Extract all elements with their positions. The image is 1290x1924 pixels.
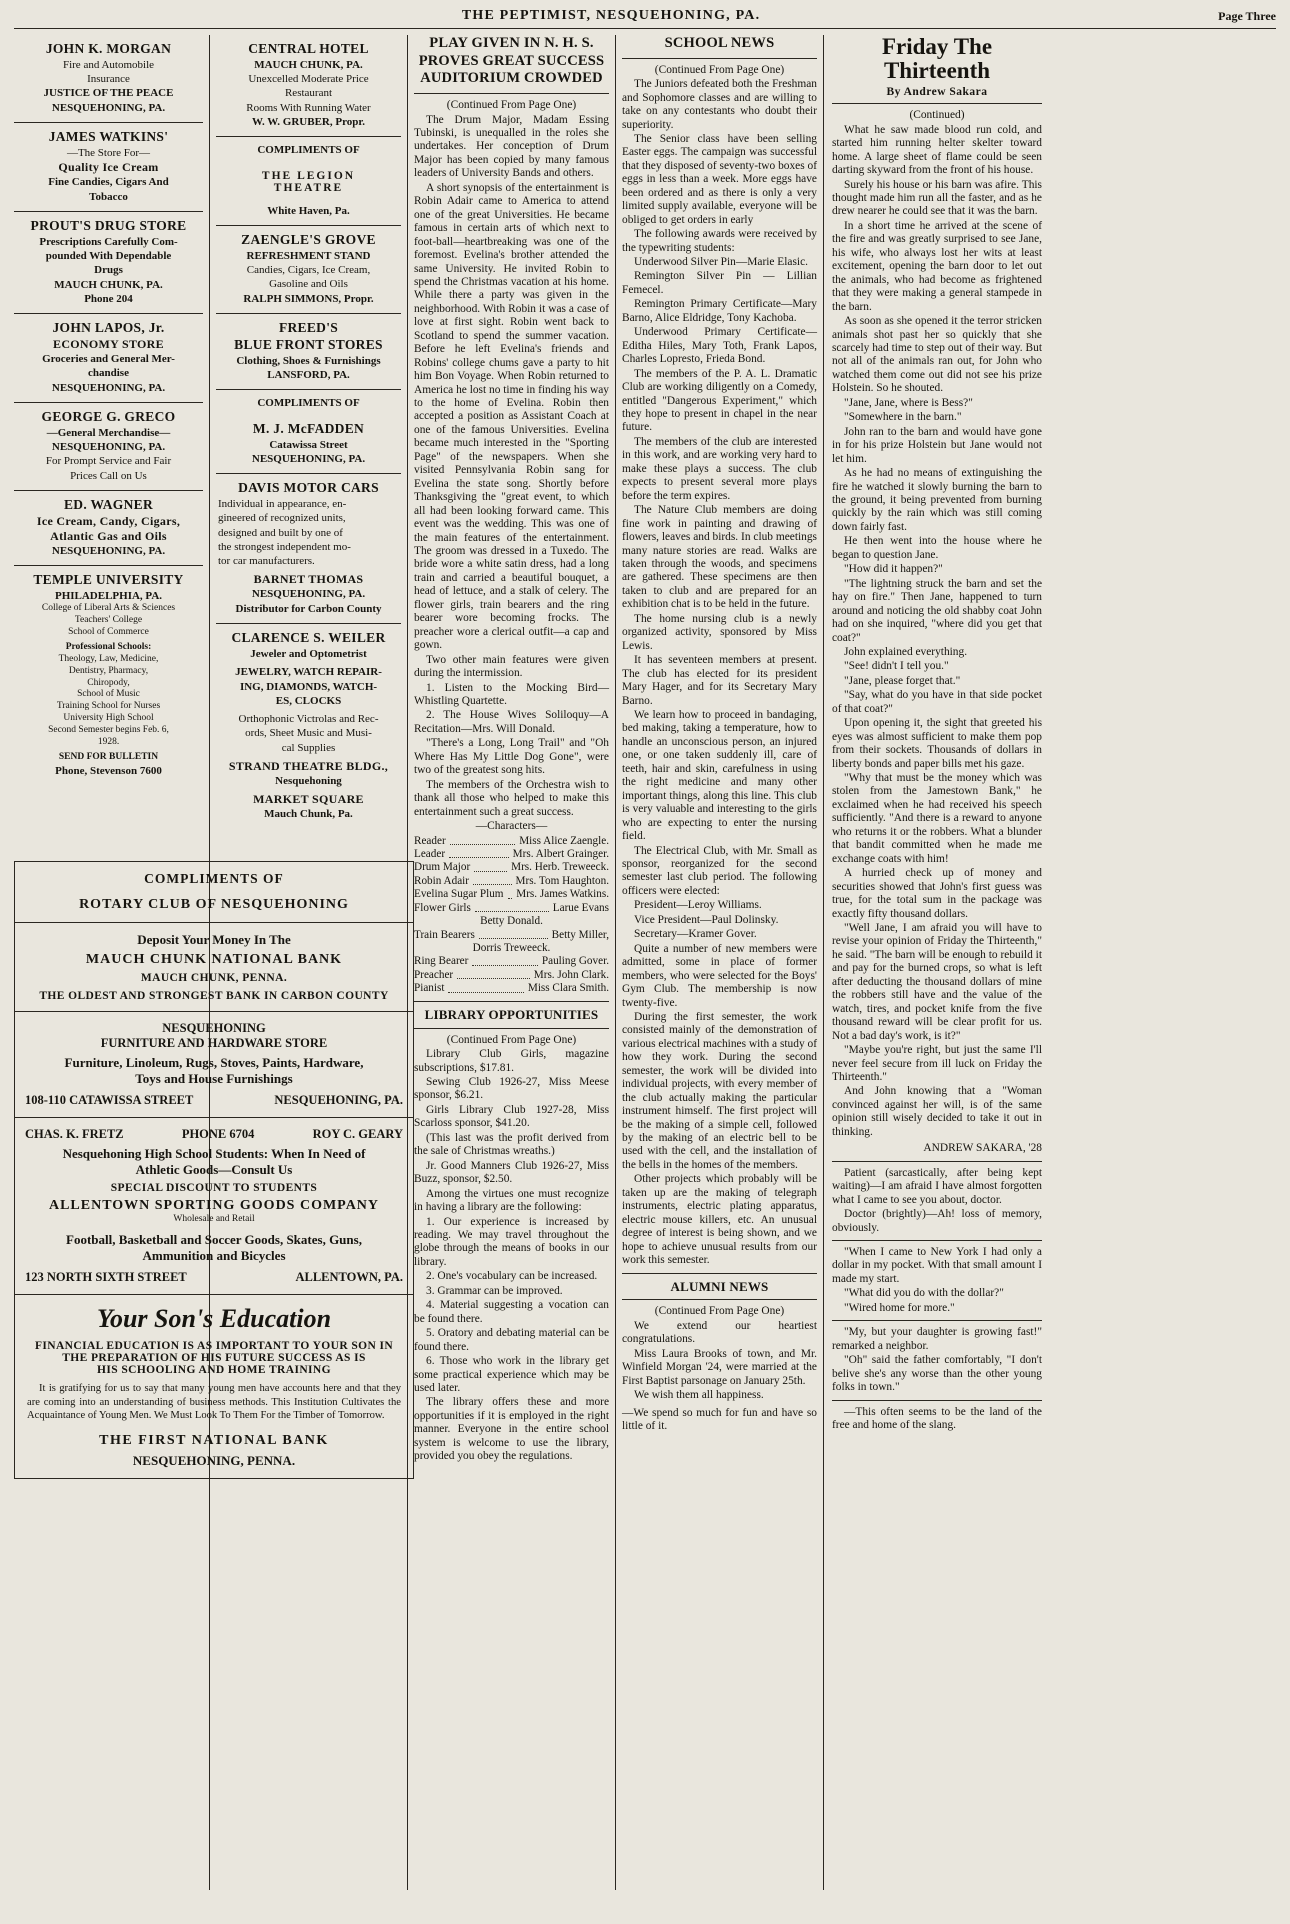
paragraph: It has seventeen members at present. The club has elected for its president Mary Hager, and for its Secretary Mary Barno. (622, 654, 817, 707)
ad-line: Drugs (94, 264, 123, 277)
cast-role: Preacher (414, 968, 454, 981)
ad-line: THE PREPARATION OF HIS FUTURE SUCCESS AS IS (62, 1351, 366, 1364)
ad-line: ES, CLOCKS (275, 694, 342, 707)
cast-row (414, 969, 609, 982)
column-article-play (408, 35, 616, 1890)
ad-line: Orthophonic Victrolas and Rec- (238, 713, 379, 726)
cast-row (414, 982, 609, 995)
ad-first-national-bank (15, 1295, 413, 1478)
ad-clarence-weiler (216, 624, 401, 829)
paragraph: Underwood Primary Certificate—Editha Hiles, Mary Toth, Frank Lapos, Charles Lopresto, Frieda Bond. (622, 326, 817, 366)
paragraph: We extend our heartiest congratulations. (622, 1319, 817, 1346)
ad-line: Dentistry, Pharmacy, (68, 665, 149, 676)
ad-line: NESQUEHONING, PENNA. (132, 1453, 296, 1469)
paragraph: 2. The House Wives Soliloquy—A Recitation—Mrs. Will Donald. (414, 709, 609, 735)
paragraph: He then went into the house where he began to question Jane. (832, 535, 1042, 561)
paragraph: 4. Material suggesting a vocation can be found there. (414, 1299, 609, 1325)
ad-line: Prices Call on Us (70, 469, 147, 482)
cast-header: —Characters— (475, 820, 548, 833)
ad-line: Theology, Law, Medicine, (58, 653, 159, 664)
paragraph: "The lightning struck the barn and set the hay on fire." Then Jane, happened to turn around and noticing the old shabby coat John had on she inquired, "where did you get that coat?" (832, 577, 1042, 644)
ad-central-hotel (216, 35, 401, 137)
paragraph: Two other main features were given during the intermission. (414, 653, 609, 680)
ad-title-2: FURNITURE AND HARDWARE STORE (100, 1036, 328, 1050)
ad-line: College of Liberal Arts & Sciences (41, 603, 176, 614)
paragraph: 3. Grammar can be improved. (426, 1284, 563, 1297)
paragraph: As he had no means of extinguishing the fire he watched it slowly burning the barn to the ground, it being prevented from burning quickly by the rain which was still coming down fairly fast. (832, 467, 1042, 533)
ad-line: SEND FOR BULLETIN (58, 751, 159, 762)
cast-actor: Dorris Treweeck. (472, 942, 551, 955)
ad-line: THE LEGION (261, 169, 356, 182)
masthead (14, 8, 1276, 29)
ad-title: ROTARY CLUB OF NESQUEHONING (79, 897, 349, 912)
ad-line: FINANCIAL EDUCATION IS AS IMPORTANT TO YOUR SON IN (34, 1339, 394, 1352)
paragraph: The home nursing club is a newly organized activity, sponsored by Miss Lewis. (622, 612, 817, 652)
ad-title: CENTRAL HOTEL (248, 41, 369, 56)
ad-line: Fine Candies, Cigars And (48, 176, 169, 189)
cast-row (414, 875, 609, 888)
paragraph: The members of the P. A. L. Dramatic Club are working diligently on a Comedy, entitled "Dangerous Experiment," which they hope to present in chapel in the near future. (622, 367, 817, 434)
ad-furniture-hardware-store (15, 1012, 413, 1118)
paragraph: Remington Silver Pin — Lillian Femecel. (622, 270, 817, 296)
paragraph: "Jane, Jane, where is Bess?" (844, 396, 973, 409)
paragraph: President—Leroy Williams. (634, 899, 762, 912)
ad-title: ED. WAGNER (63, 497, 154, 513)
joke-paragraph: Doctor (brightly)—Ah! loss of memory, obviously. (832, 1208, 1042, 1234)
cast-actor: Larue Evans (552, 901, 609, 914)
headline-school-news: SCHOOL NEWS (664, 35, 775, 51)
cast-actor: Betty Donald. (480, 915, 543, 928)
paragraph: "Jane, please forget that." (844, 674, 961, 687)
page-number: Page Three (1218, 9, 1276, 23)
ad-title: TEMPLE UNIVERSITY (33, 572, 184, 588)
cast-row (414, 888, 609, 901)
cast-row (414, 835, 609, 848)
paragraph: The members of the Orchestra wish to thank all those who helped to make this entertainment such a great success. (414, 778, 609, 818)
paragraph: A hurried check up of money and securities showed that John's first guess was true, for the total sum in the package was exactly fifty thousand dollars. (832, 867, 1042, 920)
ad-line: Clothing, Shoes & Furnishings (236, 354, 381, 367)
paragraph: Girls Library Club 1927-28, Miss Scarloss sponsor, $41.20. (414, 1103, 609, 1130)
ad-line: SPECIAL DISCOUNT TO STUDENTS (110, 1182, 318, 1194)
ad-line: White Haven, Pa. (267, 204, 350, 217)
ad-address-left: 123 NORTH SIXTH STREET (25, 1269, 187, 1284)
ad-line: Teachers' College (74, 615, 143, 626)
ad-davis-motor-cars (216, 474, 401, 624)
ad-line: Individual in appearance, en- (218, 498, 347, 510)
cast-actor: Mrs. Albert Grainger. (512, 847, 609, 860)
ad-title: FREED'S (278, 320, 339, 336)
ad-contact-row (25, 1127, 403, 1142)
joke-paragraph: "What did you do with the dollar?" (844, 1287, 1004, 1300)
article-signature: ANDREW SAKARA, '28 (923, 1142, 1042, 1155)
byline: By Andrew Sakara (886, 86, 988, 99)
ad-line: Candies, Cigars, Ice Cream, (246, 264, 371, 277)
ad-title-2: BLUE FRONT STORES (234, 336, 383, 352)
ad-title-2: BARNET THOMAS (253, 572, 364, 587)
ad-title: MAUCH CHUNK NATIONAL BANK (85, 952, 343, 967)
ad-title-2: M. J. McFADDEN (252, 420, 365, 436)
ad-line: Furniture, Linoleum, Rugs, Stoves, Paints, Hardware, (64, 1055, 364, 1070)
paragraph: Vice President—Paul Dolinsky. (634, 913, 779, 926)
ad-line: Distributor for Carbon County (235, 602, 382, 615)
paragraph: Underwood Silver Pin—Marie Elasic. (634, 256, 808, 269)
cast-actor: Betty Miller, (551, 928, 609, 941)
cast-actor: Miss Alice Zaengle. (519, 834, 609, 847)
paragraph: 1. Listen to the Mocking Bird—Whistling Quartette. (414, 681, 609, 707)
paragraph: During the first semester, the work consisted mainly of the demonstration of various electrical machines with a study of how they work. During the second semester, the work will be divided into individual projects, with every member of the club actually making the particular instrument himself. The first project will be the making of a simple cell, followed by the making of an electric bell to be used with the cell, and the installation of the bells in the homes of the members. (622, 1010, 817, 1171)
paragraph: The Electrical Club, with Mr. Small as sponsor, reorganized for the second semester last club period. The following officers were elected: (622, 844, 817, 897)
paragraph: The Drum Major, Madam Essing Tubinski, is unequalled in the roles she undertakes. Her conception of Drum Major has been copied by many famous leaders of University Bands and others. (414, 113, 609, 180)
ad-line: School of Commerce (68, 627, 149, 638)
cast-row (414, 955, 609, 968)
article-library-body (414, 1034, 609, 1464)
paragraph: 5. Oratory and debating material can be found there. (414, 1327, 609, 1353)
paragraph: We learn how to proceed in bandaging, bed making, taking a temperature, how to handle an unconscious person, an injured one, or one taken suddenly ill, care of teeth, hair and skin, carefulness in using the right medicine and many other important things, along this line. This club is very valuable and interesting to the girls who are expecting to enter the nursing field. (622, 708, 817, 843)
ad-line: MARKET SQUARE (253, 792, 364, 807)
cast-role: Pianist (414, 982, 445, 995)
joke-paragraph: —This often seems to be the land of the free and home of the slang. (832, 1405, 1042, 1431)
cast-row (414, 848, 609, 861)
ad-address-left: 108-110 CATAWISSA STREET (25, 1093, 194, 1107)
ad-line: NESQUEHONING, PA. (51, 381, 166, 394)
cast-role: Reader (414, 834, 446, 847)
ad-line: tor car manufacturers. (218, 555, 315, 568)
ad-line: chandise (88, 367, 129, 380)
ad-line: MAUCH CHUNK, PA. (54, 278, 163, 291)
ad-line: —General Merchandise— (46, 426, 171, 439)
cast-list (414, 835, 609, 996)
paragraph: And John knowing that a "Woman convinced against her will, is of the same opinion still wisely decided to take it out in thinking. (832, 1085, 1042, 1138)
ad-line: LANSFORD, PA. (267, 369, 350, 382)
ad-line: Groceries and General Mer- (42, 353, 175, 366)
ad-line: NESQUEHONING, PA. (51, 101, 166, 114)
ad-title-2: STRAND THEATRE BLDG., (228, 759, 389, 774)
paragraph: 1. Our experience is increased by reading. We may travel throughout the globe through the means of books in our library. (414, 1215, 609, 1268)
ad-rotary-club (15, 862, 413, 923)
paragraph: John explained everything. (844, 645, 968, 658)
ad-line: pounded With Dependable (45, 250, 172, 262)
paragraph: We wish them all happiness. (634, 1389, 764, 1402)
ad-temple-university (14, 566, 203, 785)
paragraph: "Well Jane, I am afraid you will have to revise your opinion of Friday the Thirteenth," he said. "The barn will be enough to rebuild it and pay for the burned crops, so what is left after deducting the thousand dollars of mine the robbers still have and the value of the watch, tires, and pocket knife from the five thousand reward will be clear profit for us. Not a bad day's work, is it?" (832, 922, 1042, 1042)
ad-freeds-blue-front (216, 314, 401, 390)
headline-library: LIBRARY OPPORTUNITIES (424, 1006, 599, 1022)
ad-george-greco (14, 403, 203, 491)
ad-line: Phone, Stevenson 7600 (55, 764, 162, 777)
cast-actor: Mrs. Tom Haughton. (515, 874, 609, 887)
joke-paragraph: "Wired home for more." (844, 1301, 955, 1314)
ad-line: ING, DIAMONDS, WATCH- (239, 680, 378, 693)
ad-line: Football, Basketball and Soccer Goods, Skates, Guns, (66, 1231, 362, 1247)
ad-title: JOHN K. MORGAN (45, 41, 172, 56)
ad-line: Atlantic Gas and Oils (50, 528, 167, 543)
paragraph: The following awards were received by the typewriting students: (622, 228, 817, 254)
ad-line: W. W. GRUBER, Propr. (252, 116, 365, 129)
ad-line: Prescriptions Carefully Com- (39, 235, 178, 248)
ad-james-watkins (14, 123, 203, 212)
ad-line: NESQUEHONING, PA. (251, 588, 366, 601)
cast-row (414, 929, 609, 942)
paragraph: (This last was the profit derived from the sale of Christmas wreaths.) (414, 1131, 609, 1158)
ad-title: NESQUEHONING (162, 1021, 266, 1035)
ad-line: MAUCH CHUNK, PA. (254, 58, 363, 71)
ad-title: JAMES WATKINS' (48, 129, 169, 145)
article-play-body (414, 99, 609, 833)
ad-prouts-drug-store (14, 212, 203, 314)
ad-allentown-sporting-goods (15, 1118, 413, 1295)
ad-legion-theatre (216, 137, 401, 226)
cast-row (414, 915, 609, 928)
joke-paragraph: "Oh" said the father comfortably, "I don't belive she's any worse than the other young folks in town." (832, 1354, 1042, 1394)
ad-line: Restaurant (284, 87, 333, 100)
cast-row (414, 902, 609, 915)
cast-actor: Mrs. James Watkins. (516, 888, 609, 901)
ad-title: COMPLIMENTS OF (257, 397, 360, 410)
ad-address-right: NESQUEHONING, PA. (274, 1093, 403, 1107)
joke-paragraph: Patient (sarcastically, after being kept waiting)—I am afraid I have almost forgotten what I came to see you about, doctor. (832, 1166, 1042, 1206)
headline-friday-thirteenth: Friday The Thirteenth (881, 34, 993, 84)
ad-title: Your Son's Education (96, 1303, 332, 1333)
ad-john-lapos (14, 314, 203, 403)
ad-line: Toys and House Furnishings (135, 1071, 293, 1086)
ad-mj-mcfadden (216, 390, 401, 474)
ad-line: Tobacco (89, 190, 128, 203)
ad-line: Ice Cream, Candy, Cigars, (36, 513, 181, 528)
paragraph: The Juniors defeated both the Freshman and Sophomore classes and are willing to take on any contestants who doubt their superiority. (622, 78, 817, 131)
continued-note: (Continued) (909, 109, 965, 122)
cast-actor: Mrs. Herb. Treweeck. (511, 861, 609, 874)
ad-line: ECONOMY STORE (53, 337, 164, 352)
ad-line: Training School for Nurses (56, 701, 161, 712)
paragraph: In a short time he arrived at the scene of the fire and was greatly surprised to see Jane, his wife, who always lost her wits at least excitement, opening the barn door to let out the animals, who had become as frightened that they were making a general stampede in the barn. (832, 219, 1042, 313)
column-article-friday-thirteenth (824, 35, 1042, 1890)
paragraph: John ran to the barn and would have gone in for his prize Holstein but Jane would not let him. (832, 425, 1042, 465)
cast-role: Flower Girls (414, 901, 471, 914)
ad-line: Nesquehoning High School Students: When In Need of (62, 1146, 366, 1161)
cast-row (414, 942, 609, 955)
paragraph: The library offers these and more opportunities if it is employed in the right manner. Everyone in the entire school system is welcome to use the library, provided you obey the regulations. (414, 1396, 609, 1463)
ad-title: CLARENCE S. WEILER (231, 630, 386, 646)
article-alumni-body (622, 1305, 817, 1433)
ad-mauch-chunk-national-bank (15, 923, 413, 1012)
ad-line: Wholesale and Retail (173, 1214, 255, 1224)
ad-line: the strongest independent mo- (218, 540, 351, 553)
ad-line: Fire and Automobile (62, 58, 155, 71)
ad-line: University High School (63, 713, 154, 724)
ad-line: Nesquehoning (275, 775, 342, 788)
masthead-title: THE PEPTIMIST, NESQUEHONING, PA. (461, 8, 761, 23)
ad-title: ALLENTOWN SPORTING GOODS COMPANY (48, 1198, 380, 1213)
ad-line: gineered of recognized units, (218, 512, 346, 525)
cast-row (414, 861, 609, 874)
ad-line: MAUCH CHUNK, PENNA. (140, 972, 288, 984)
continued-note: (Continued From Page One) (654, 1305, 785, 1318)
article-friday-body (832, 109, 1042, 1432)
cast-role: Evelina Sugar Plum (414, 888, 504, 901)
ad-address-right: ALLENTOWN, PA. (295, 1269, 403, 1284)
ad-line: THEATRE (273, 181, 344, 194)
ad-title: JOHN LAPOS, Jr. (52, 320, 165, 336)
ad-line: NESQUEHONING, PA. (51, 441, 166, 454)
paragraph: "See! didn't I tell you." (844, 660, 949, 673)
paragraph-filler: —We spend so much for fun and have so little of it. (622, 1406, 817, 1433)
paragraph: What he saw made blood run cold, and started him running helter skelter toward home. A large sheet of flame could be seen darting skyward from the front of his house. (832, 123, 1042, 177)
ad-title: ZAENGLE'S GROVE (241, 231, 376, 247)
ad-contact-right: ROY C. GEARY (312, 1127, 403, 1141)
ad-line: JUSTICE OF THE PEACE (43, 87, 174, 100)
ad-title: COMPLIMENTS OF (257, 144, 360, 157)
ad-line: Professional Schools: (65, 641, 152, 652)
cast-role: Leader (414, 847, 446, 860)
paragraph: "Why that must be the money which was stolen from the Jamestown Bank," he exclaimed when he had received his speech sufficiently. "And there is a reward to anyone who returns it or the robbers. What a blunder that bandit committed when he made me exchange coats with him! (832, 772, 1042, 865)
ad-john-k-morgan (14, 35, 203, 123)
headline-alumni-news: ALUMNI NEWS (670, 1278, 769, 1294)
column-article-school-news (616, 35, 824, 1890)
continued-note: (Continued From Page One) (654, 63, 785, 76)
paragraph: Quite a number of new members were admitted, some in place of former members, who were selected for the Boys' Gym Club. The membership is now twenty-five. (622, 942, 817, 1009)
ad-ed-wagner (14, 491, 203, 566)
paragraph: "Somewhere in the barn." (844, 411, 962, 424)
paragraph: The members of the club are interested in this work, and are working very hard to make these plays a success. The club expects to present several more plays before the term expires. (622, 435, 817, 502)
ad-line: REFRESHMENT STAND (246, 249, 371, 262)
ad-line: RALPH SIMMONS, Propr. (243, 292, 374, 305)
ad-line: Gasoline and Oils (269, 278, 348, 291)
paragraph: "How did it happen?" (844, 563, 943, 576)
cast-actor: Mrs. John Clark. (533, 968, 609, 981)
ad-line: Second Semester begins Feb. 6, (48, 725, 169, 736)
ad-title: DAVIS MOTOR CARS (238, 480, 379, 496)
ad-line: Jeweler and Optometrist (250, 647, 367, 660)
ad-line: PHILADELPHIA, PA. (54, 590, 163, 603)
paragraph: Among the virtues one must recognize in having a library are the following: (414, 1187, 609, 1214)
cast-actor: Miss Clara Smith. (527, 982, 609, 995)
ad-line: THE OLDEST AND STRONGEST BANK IN CARBON COUNTY (39, 990, 389, 1002)
paragraph: The Senior class have been selling Easter eggs. The campaign was successful that they disposed of seventy-two boxes of eggs in less than a week. More eggs have been ordered and as there is only a very limited supply available, everyone will be obliged to get orders in early (622, 132, 817, 226)
ad-line: Ammunition and Bicycles (142, 1247, 286, 1263)
paragraph: 6. Those who work in the library get some practical experience which may be used later. (414, 1355, 609, 1394)
ad-line: Rooms With Running Water (246, 101, 371, 114)
ad-line: designed and built by one of (218, 526, 343, 539)
paragraph: The Nature Club members are doing fine work in painting and drawing of flowers, leaves and birds. In club meetings many nature stories are read. Walks are taken through the woods, and specimens are gathered. These specimens are then taken to club and are prepared for an exhibition chat is to be held in the future. (622, 504, 817, 611)
ad-line: Insurance (87, 73, 130, 86)
ad-address-row (25, 1093, 403, 1108)
ad-title: PROUT'S DRUG STORE (30, 217, 187, 233)
ad-title: GEORGE G. GRECO (41, 408, 176, 424)
cast-role: Drum Major (414, 861, 471, 874)
joke-paragraph: "When I came to New York I had only a dollar in my pocket. With that small amount I made my start. (832, 1245, 1042, 1285)
ad-contact-center: PHONE 6704 (181, 1127, 255, 1141)
ad-line: Mauch Chunk, Pa. (264, 808, 353, 821)
cast-role: Robin Adair (414, 874, 470, 887)
paragraph: Jr. Good Manners Club 1926-27, Miss Buzz, sponsor, $2.50. (414, 1159, 609, 1186)
ad-line: Unexcelled Moderate Price (248, 73, 369, 86)
ad-contact-left: CHAS. K. FRETZ (25, 1127, 124, 1141)
paragraph: Secretary—Kramer Gover. (634, 928, 757, 941)
paragraph: Remington Primary Certificate—Mary Barno, Alice Eldridge, Tony Kachoba. (622, 298, 817, 324)
article-school-news-body (622, 64, 817, 1268)
ad-line: HIS SCHOOLING AND HOME TRAINING (97, 1363, 331, 1376)
cast-role: Train Bearers (414, 928, 475, 941)
paragraph: Sewing Club 1926-27, Miss Meese sponsor, $6.21. (414, 1076, 609, 1102)
ad-line: ords, Sheet Music and Musi- (245, 727, 372, 740)
paragraph: Miss Laura Brooks of town, and Mr. Winfield Morgan '24, were married at the First Baptist parsonage on January 25th. (622, 1347, 817, 1387)
joke-paragraph: "My, but your daughter is growing fast!" remarked a neighbor. (832, 1326, 1042, 1352)
ad-line: Chiropody, (87, 677, 130, 688)
ad-line: For Prompt Service and Fair (45, 455, 172, 468)
paragraph: Other projects which probably will be taken up are the making of telegraph instruments, electric plating apparatus, electric mouse killers, etc. An unusual degree of interest is being shown, and we hope to achieve unusual results from our work this semester. (622, 1173, 817, 1267)
ad-zaengles-grove (216, 226, 401, 314)
ad-line: School of Music (77, 689, 140, 700)
paragraph: Upon opening it, the sight that greeted his eyes was almost sufficient to make them pop from their sockets. Thousands of dollars in liberty bonds and paper bills met his gaze. (832, 717, 1042, 770)
cast-actor: Pauling Gover. (541, 955, 609, 968)
paragraph: 2. One's vocabulary can be increased. (426, 1270, 598, 1283)
paragraph: Surely his house or his barn was afire. This thought made him run all the faster, and as he drew nearer he could see that it was the barn. (832, 178, 1042, 218)
ad-address-row (25, 1270, 403, 1285)
paragraph: Library Club Girls, magazine subscriptions, $17.81. (414, 1048, 609, 1074)
ad-line: NESQUEHONING, PA. (251, 452, 366, 465)
ad-line: Quality Ice Cream (58, 160, 159, 175)
continued-note: (Continued From Page One) (446, 1033, 577, 1046)
ad-paragraph: It is gratifying for us to say that many young men have accounts here and that they are coming into an understanding of business methods. This Institution Cultivates the Acquaintance of Young Men. We Must Look To Them For the Timber of Tomorrow. (27, 1382, 401, 1422)
ad-line: NESQUEHONING, PA. (51, 544, 166, 557)
bottom-left-ad-block (14, 861, 414, 1479)
paragraph: "Maybe you're right, but just the same I'll never feel secure from ill luck on Friday the Thirteenth." (832, 1044, 1042, 1083)
ad-line: Phone 204 (84, 292, 133, 305)
ad-line: Catawissa Street (269, 438, 348, 451)
paragraph: A short synopsis of the entertainment is Robin Adair came to America to attend one of the great Universities. He became famous in certain arts of which next to foot-ball—heartbreaking was one of the foremost. Evelina's brother attended the same University. He invited Robin to spend the Christmas vacation at his home. While there a party was given in the neighborhood. With Robin it was a case of love at first sight. Robin went back to Scotland to spend the summer vacation. Before he left Evelina's friends and Robins' college chums gave a party to hit him Bon Voyage. When Robin returned to America he lost no time in finding his way to the home of Evelina. Robin then accepted a position as Assistant Coach at one of the famous Universities. Evelina became much interested in the "Sporting Page" of the newspapers. When she visited Pennsylvania Robin sang for Evelina the state song. Shortly before Thanksgiving the "great event, to which all had been looking forward came. This event was the wedding. This was one of the main features of the entertainment. The groom was dressed in a Tuxedo. The bride wore a white satin dress, had a long train and carried a beautiful bouquet, a head of lettuce, and a stalk of celery. The flower girls, train bearers and the ring bearer wore becoming frocks. The preacher wore a clerical outfit—a cap and gown. (414, 181, 609, 652)
ad-line: Athletic Goods—Consult Us (135, 1162, 293, 1177)
continued-note: (Continued From Page One) (446, 99, 577, 112)
ad-title-2: THE FIRST NATIONAL BANK (99, 1433, 329, 1449)
paragraph: "There's a Long, Long Trail" and "Oh Where Has My Little Dog Gone", were two of the greatest song hits. (414, 737, 609, 777)
ad-line: —The Store For— (66, 146, 151, 159)
ad-line: Deposit Your Money In The (137, 932, 291, 947)
ad-line: cal Supplies (281, 741, 336, 754)
paragraph: "Say, what do you have in that side pocket of that coat?" (832, 689, 1042, 715)
ad-line: JEWELRY, WATCH REPAIR- (235, 666, 382, 679)
ad-line: 1928. (97, 736, 120, 747)
paragraph: As soon as she opened it the terror stricken animals shot past her so quickly that she scarcely had time to step out of their way. But not all of the animals ran out, for John who watched them come out did not see his prize Holstein. So he shouted. (832, 315, 1042, 395)
ad-line: COMPLIMENTS OF (144, 871, 284, 886)
cast-role: Ring Bearer (414, 955, 469, 968)
headline-play: PLAY GIVEN IN N. H. S. PROVES GREAT SUCCESS AUDITORIUM CROWDED (418, 35, 605, 87)
